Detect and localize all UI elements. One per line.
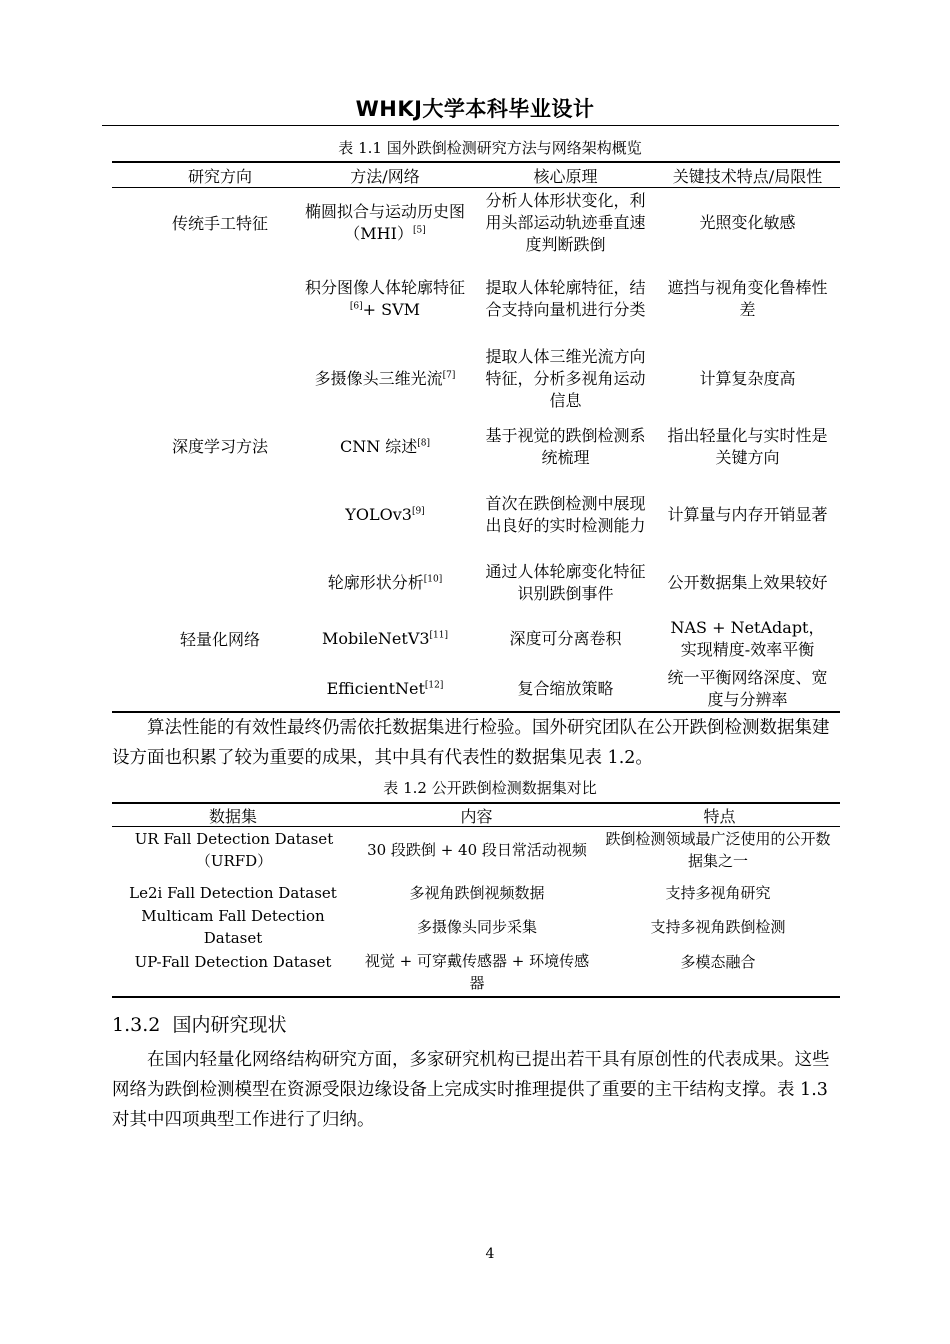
header-rule [102,125,839,126]
table1-group-label: 传统手工特征 [171,214,268,233]
table1-method-cell: MobileNetV3[11] [321,629,449,648]
table2-content-cell: 多视角跌倒视频数据 [409,884,545,902]
table1-header-cell: 核心原理 [533,166,598,186]
table1-feature-cell: 统一平衡网络深度、宽度与分辨率 [667,668,828,709]
table2-dataset-cell: UR Fall Detection Dataset（URFD） [134,830,334,870]
table1-group-label: 轻量化网络 [179,630,260,649]
table1-method-cell: 轮廓形状分析[10] [327,573,443,592]
table2-bottom-rule [112,996,840,998]
table1-principle-cell: 通过人体轮廓变化特征识别跌倒事件 [485,562,646,603]
section-number: 1.3.2 [112,1014,161,1036]
table1-header-cell: 研究方向 [187,166,252,186]
section-title: 国内研究现状 [172,1014,287,1036]
table1-feature-cell: 公开数据集上效果较好 [667,573,828,592]
table2-content-cell: 多摄像头同步采集 [416,918,537,936]
table2-header-cell: 数据集 [208,806,257,826]
table1-feature-cell: 计算复杂度高 [699,369,796,388]
table2-caption: 表 1.2 公开跌倒检测数据集对比 [383,779,597,797]
table1-principle-cell: 分析人体形状变化，利用头部运动轨迹垂直速度判断跌倒 [485,191,646,254]
table1-feature-cell: 遮挡与视角变化鲁棒性差 [667,278,828,319]
table2-feature-cell: 支持多视角研究 [665,884,771,902]
table1-header-cell: 方法/网络 [350,166,420,186]
running-header: WHKJ大学本科毕业设计 [355,97,595,121]
table1-principle-cell: 基于视觉的跌倒检测系统梳理 [485,426,646,467]
section-heading [112,1012,286,1038]
table1-feature-cell: 光照变化敏感 [699,213,796,232]
table1-method-cell: CNN 综述[8] [339,437,431,456]
table1-feature-cell: NAS + NetAdapt，实现精度-效率平衡 [670,618,825,659]
table1-principle-cell: 提取人体轮廓特征，结合支持向量机进行分类 [485,278,646,319]
table2-header-cell: 特点 [703,806,736,826]
table1-principle-cell: 首次在跌倒检测中展现出良好的实时检测能力 [485,494,646,535]
table1-feature-cell: 计算量与内存开销显著 [667,505,828,524]
table1-method-cell: 椭圆拟合与运动历史图（MHI）[5] [304,202,465,243]
table2-feature-cell: 多模态融合 [680,953,756,971]
table1-method-cell: 积分图像人体轮廓特征[6]+ SVM [304,278,465,319]
table2-header-cell: 内容 [460,806,493,826]
table2-feature-cell: 跌倒检测领域最广泛使用的公开数据集之一 [605,830,831,870]
table1-caption: 表 1.1 国外跌倒检测研究方法与网络架构概览 [338,139,642,157]
table1-method-cell: EfficientNet[12] [326,679,444,698]
table1-header-rule [112,187,840,188]
table1-principle-cell: 深度可分离卷积 [509,629,622,648]
table1-group-label: 深度学习方法 [171,437,268,456]
table1-feature-cell: 指出轻量化与实时性是关键方向 [667,426,828,467]
table1-method-cell: 多摄像头三维光流[7] [314,369,456,388]
table1-principle-cell: 复合缩放策略 [517,679,614,698]
table1-principle-cell: 提取人体三维光流方向特征，分析多视角运动信息 [485,347,646,410]
table2-feature-cell: 支持多视角跌倒检测 [650,918,786,936]
body-paragraph: 算法性能的有效性最终仍需依托数据集进行检验。国外研究团队在公开跌倒检测数据集建设方面也积累了较为重要的成果，其中具有代表性的数据集见表 1.2。 [112,718,830,768]
table2-dataset-cell: UP-Fall Detection Dataset [134,953,332,971]
table2-dataset-cell: Multicam Fall Detection Dataset [141,907,325,947]
table2-content-cell: 30 段跌倒 + 40 段日常活动视频 [367,841,587,859]
table2-content-cell: 视觉 + 可穿戴传感器 + 环境传感器 [364,952,590,992]
page-number: 4 [485,1246,495,1262]
body-paragraph: 在国内轻量化网络结构研究方面，多家研究机构已提出若干具有原创性的代表成果。这些网络为跌倒检测模型在资源受限边缘设备上完成实时推理提供了重要的主干结构支撑。表 1.3 对其中四项典型工作进行了归纳。 [112,1050,830,1130]
table2-header-rule [112,826,840,827]
table1-method-cell: YOLOv3[9] [345,505,425,524]
table1-header-cell: 关键技术特点/局限性 [672,166,823,186]
table2-dataset-cell: Le2i Fall Detection Dataset [129,884,337,902]
